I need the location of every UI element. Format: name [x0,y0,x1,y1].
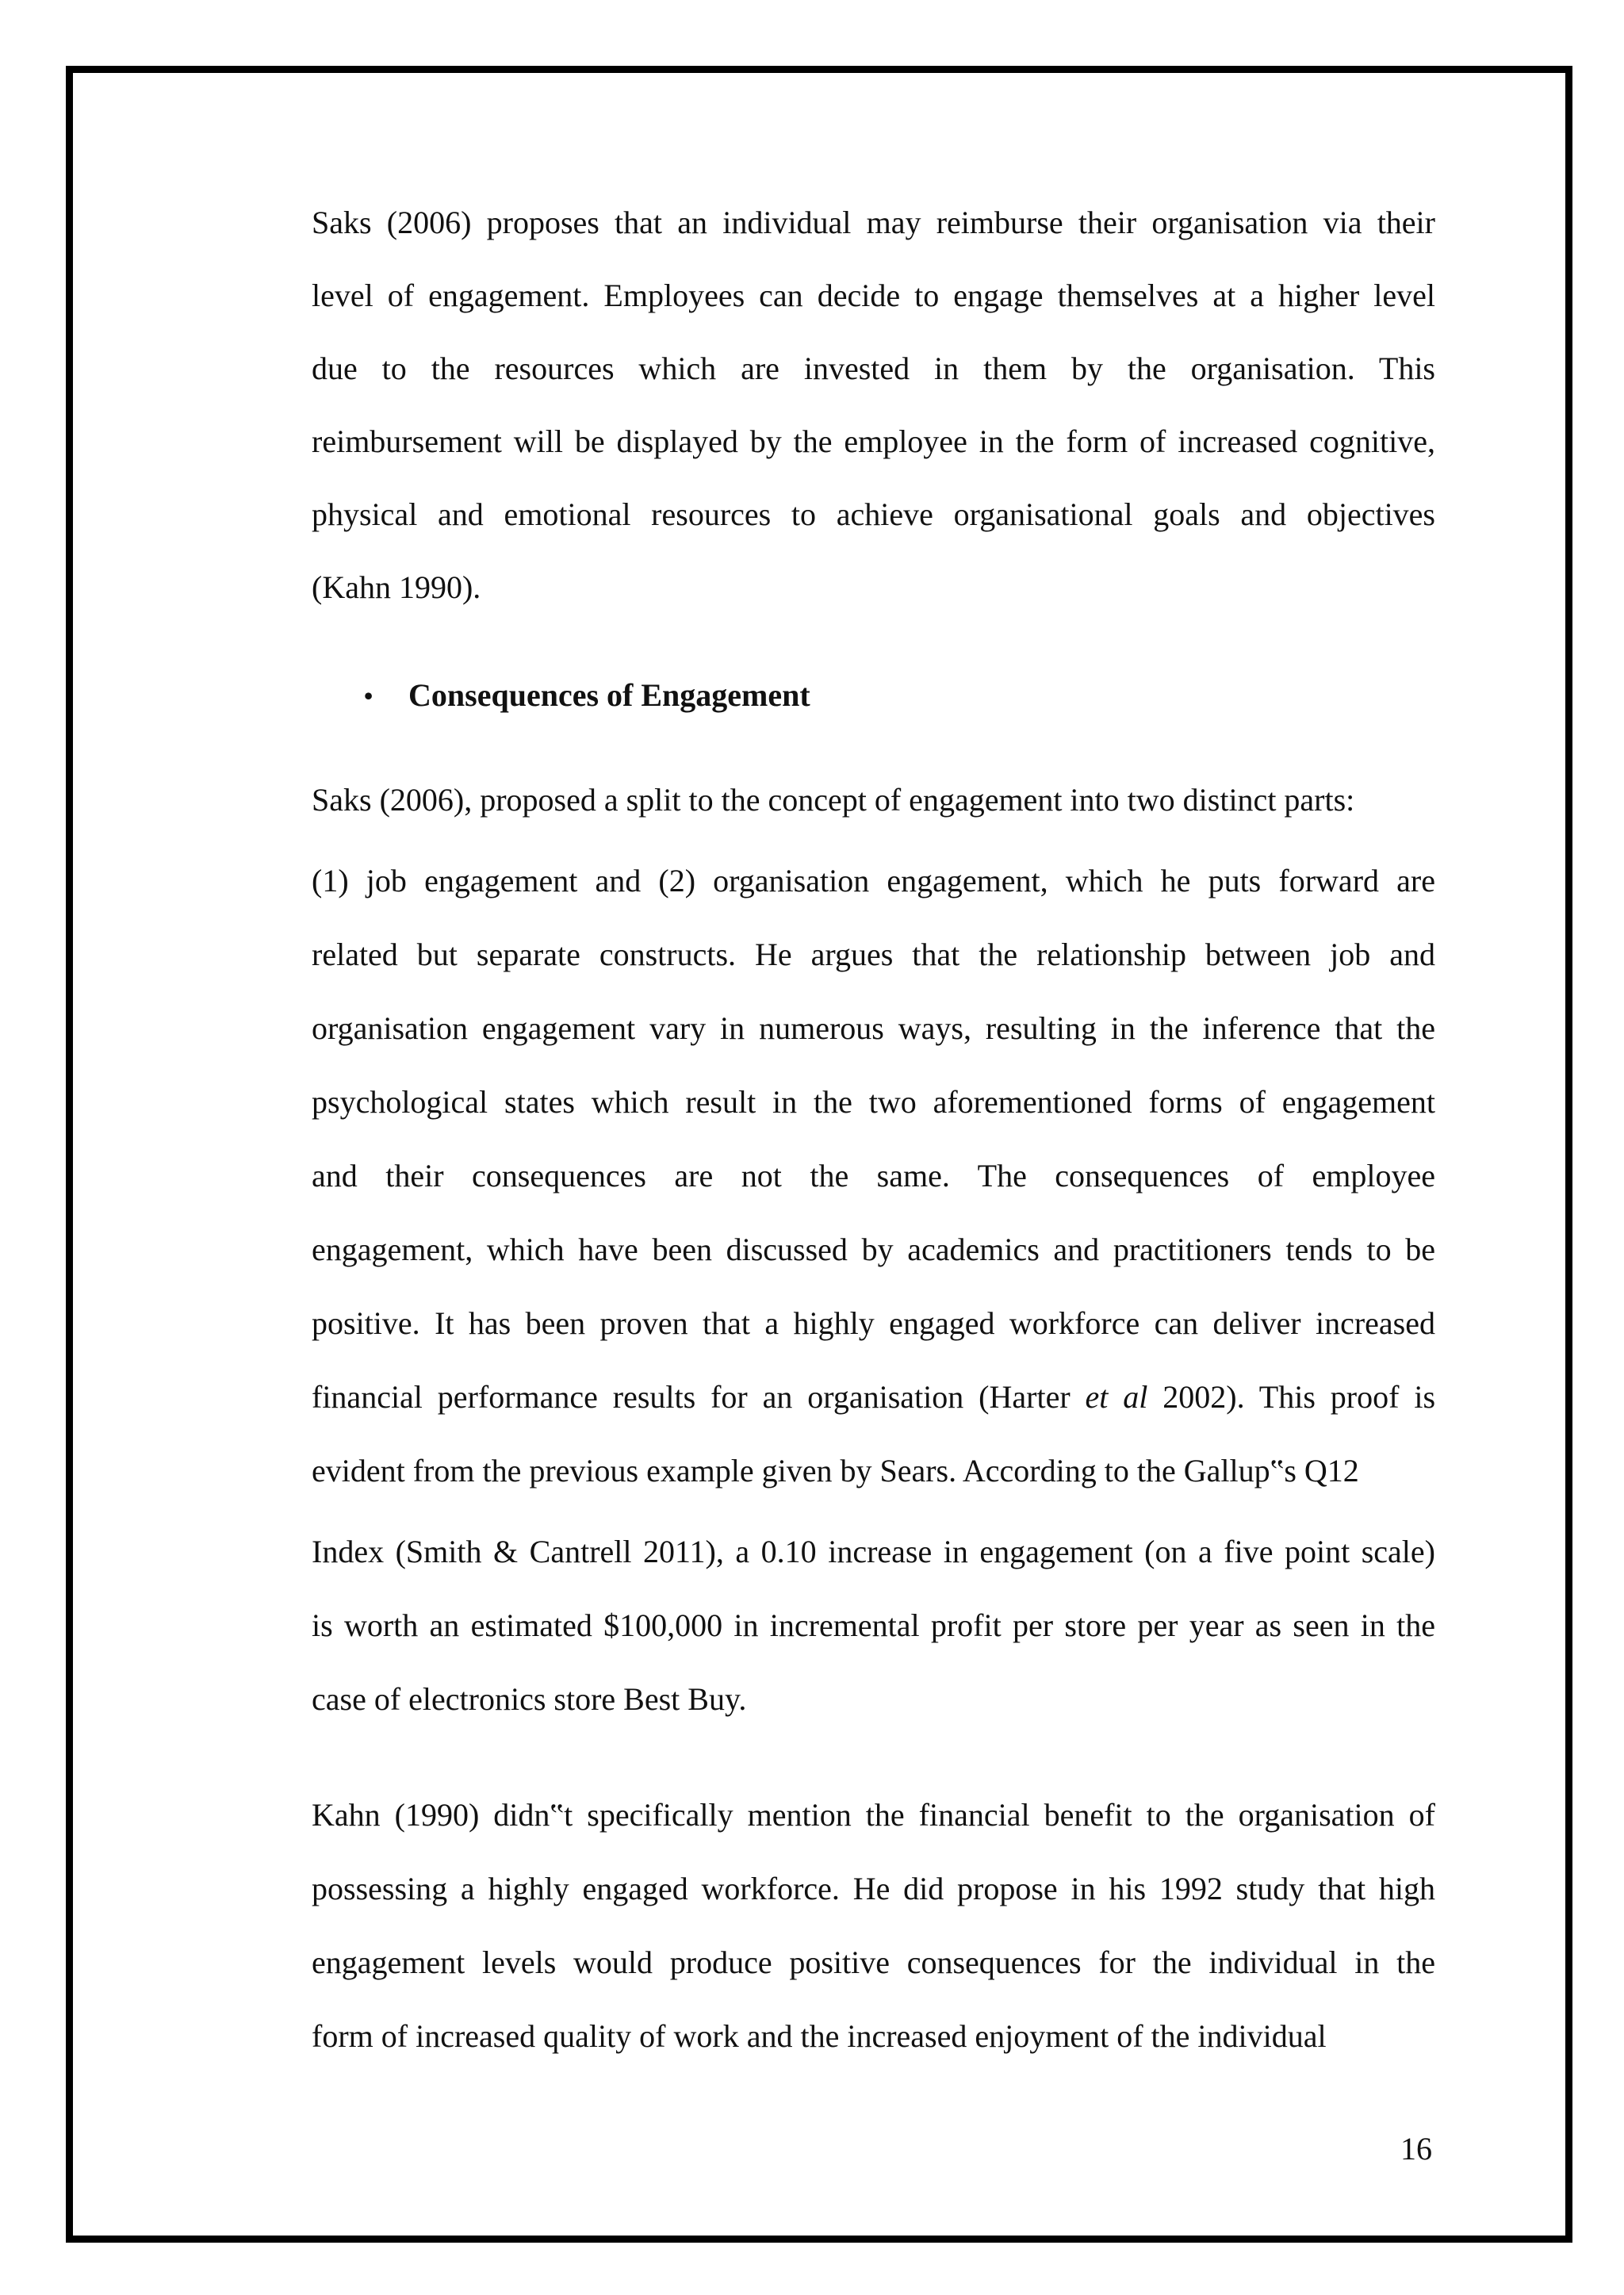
page-border [66,66,1572,2243]
paragraph1-line: level of engagement. Employees can decide to engage themselves at a higher level [312,278,1435,313]
paragraph2-line-text: financial performance results for an organisation (Harter [312,1379,1086,1415]
page-number: 16 [1400,2131,1432,2167]
paragraph3-line: form of increased quality of work and the increased enjoyment of the individual [312,2018,1327,2054]
paragraph3-line: possessing a highly engaged workforce. He did propose in his 1992 study that high [312,1871,1435,1906]
paragraph2-line: positive. It has been proven that a highly engaged workforce can deliver increased [312,1305,1435,1341]
paragraph1-line: Saks (2006) proposes that an individual may reimburse their organisation via their [312,205,1435,240]
paragraph2-line-text: 2002). This proof is [1147,1379,1436,1415]
paragraph1-line: physical and emotional resources to achieve organisational goals and objectives [312,496,1435,532]
paragraph2-line: engagement, which have been discussed by academics and practitioners tends to be [312,1232,1435,1267]
paragraph2-line: related but separate constructs. He argues that the relationship between job and [312,937,1435,972]
paragraph2-line: Index (Smith & Cantrell 2011), a 0.10 increase in engagement (on a five point scale) [312,1534,1435,1569]
paragraph2-line: psychological states which result in the two aforementioned forms of engagement [312,1084,1435,1120]
paragraph2-line: (1) job engagement and (2) organisation engagement, which he puts forward are [312,863,1435,898]
paragraph2-line: Saks (2006), proposed a split to the concept of engagement into two distinct parts: [312,782,1355,818]
paragraph2-line: case of electronics store Best Buy. [312,1681,747,1717]
citation-et-al: et al [1085,1379,1148,1415]
section-heading-text: Consequences of Engagement [408,677,810,713]
paragraph1-line: reimbursement will be displayed by the employee in the form of increased cognitive, [312,423,1435,459]
paragraph2-line: evident from the previous example given by Sears. According to the Gallup‟s Q12 [312,1453,1359,1488]
bullet-icon: • [364,681,373,710]
paragraph3-line: engagement levels would produce positive consequences for the individual in the [312,1944,1435,1980]
paragraph2-line: organisation engagement vary in numerous ways, resulting in the inference that the [312,1010,1435,1046]
paragraph1-line: (Kahn 1990). [312,569,481,605]
paragraph3-line: Kahn (1990) didn‟t specifically mention the financial benefit to the organisation of [312,1797,1435,1833]
paragraph2-line: and their consequences are not the same. The consequences of employee [312,1158,1435,1193]
paragraph1-line: due to the resources which are invested in them by the organisation. This [312,351,1435,386]
paragraph2-line: is worth an estimated $100,000 in incremental profit per store per year as seen in the [312,1607,1435,1643]
paragraph2-line [312,1378,1435,1416]
